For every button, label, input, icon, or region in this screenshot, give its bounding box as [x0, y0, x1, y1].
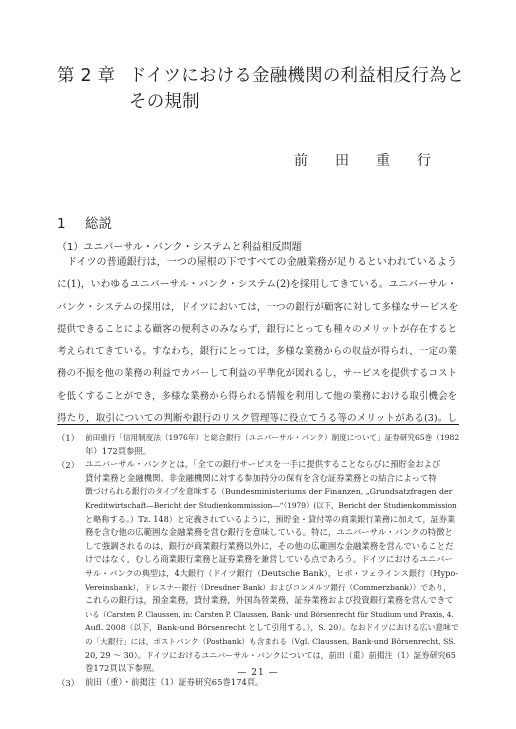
- chapter-heading: [57, 63, 477, 115]
- body-line: 務の不振を他の業務の利益でカバーして利益の平準化が図れるし，サービスを提供するコスト: [57, 368, 457, 380]
- footnote-line: 前田重行「信用制度法（1976年）と総合銀行（ユニバーサル・バンク）制度について」証券研究65巻（1982: [85, 433, 460, 442]
- body-line: 提供できることによる顧客の便利さのみならず，銀行にとっても種々のメリットが存在すると: [57, 323, 457, 335]
- footnote-marker: （2）: [57, 460, 80, 471]
- footnote-line: Aufl. 2008（以下，Bank-und Börsenrecht として引用する。），S. 20）。なおドイツにおける広い意味で: [85, 623, 459, 633]
- footnote-line: いる（Carsten P. Claussen, in: Carsten P. Claussen, Bank- und Börsenrecht für Studium und Praxis, 4.: [85, 609, 454, 619]
- footnote-line: 徴づけられる銀行のタイプを意味する（Bundesministeriums der Finanzen, „Grundsatzfragen der: [85, 487, 453, 497]
- body-line: に(1)，いわゆるユニバーサル・バンク・システム(2)を採用してきている。ユニバーサル・: [57, 279, 457, 291]
- body-line: ドイツの普通銀行は，一つの屋根の下ですべての金融業務が足りるといわれているよう: [67, 257, 457, 268]
- section-number: 1: [57, 216, 66, 232]
- footnote: [57, 431, 459, 458]
- footnote-marker: （3）: [57, 677, 80, 688]
- footnote-line: 前田（重）・前掲注（1）証券研究65巻174頁。: [85, 676, 264, 687]
- footnotes: [57, 431, 459, 690]
- author-name: 前田重行: [294, 153, 458, 169]
- footnote-line: 巻172頁以下参照。: [85, 663, 160, 674]
- footnote: [57, 458, 459, 676]
- chapter-title-line-2: その規制: [129, 92, 200, 112]
- subsection-heading: （1）ユニバーサル・バンク・システムと利益相反問題: [57, 242, 302, 253]
- body-line: 得たり，取引についての判断や銀行のリスク管理等に役立てうる等のメリットがある(3)。し: [57, 413, 457, 425]
- footnote-line: Kreditwirtschaft―Bericht der Studienkommission―“（1979）(以下，Bericht der Studienkommission: [85, 500, 457, 510]
- body-line: を低くすることができ，多様な業務から得られる情報を利用して他の業務における取引機会を: [57, 390, 457, 402]
- footnote-line: Vereinsbank），ドレスナー銀行（Dresdner Bank）およびコンメルツ銀行（Commerzbank））であり，: [85, 582, 451, 592]
- footnote-divider: [57, 424, 459, 425]
- footnote-line: けではなく，むしろ商業銀行業務と証券業務を兼営している点であろう。ドイツにおけるユニバー: [85, 554, 453, 565]
- section-heading: [57, 212, 112, 232]
- footnote-line: ユニバーサル・バンクとは，「全ての銀行サービスを一手に提供することならびに預貯金および: [85, 459, 441, 470]
- footnote-line: これらの銀行は，預金業務，貸付業務，外国為替業務，証券業務および投資銀行業務を営んできて: [85, 595, 454, 606]
- footnote-marker: （1）: [57, 433, 80, 443]
- body-line: バンク・システムの採用は，ドイツにおいては，一つの銀行が顧客に対して多様なサービスを: [57, 301, 459, 313]
- chapter-number: 第 2 章: [57, 66, 116, 86]
- footnote-line: して強調されるのは，銀行が商業銀行業務以外に，その他の広範囲な金融業務を営んでいることだ: [85, 540, 454, 551]
- footnote-line: 貸付業務と金融機関、非金融機関に対する参加持分の保有を含む証券業務との結合によって特: [85, 472, 437, 483]
- section-title: 総説: [85, 216, 112, 232]
- footnote-line: サル・バンクの典型は，4大銀行（ドイツ銀行（Deutsche Bank），ヒポ・フェラインス銀行（Hypo-: [85, 567, 459, 578]
- footnote-line: 年）172頁参照。: [85, 445, 152, 456]
- footnote-line: 務を含む他の広範囲な金融業務を営む銀行を意味している。特に，ユニバーサル・バンクの特徴と: [85, 527, 453, 538]
- body-line: 考えられてきている。すなわち，銀行にとっては，多様な業務からの収益が得られ，一定の業: [57, 346, 457, 358]
- page-number: — 21 —: [237, 668, 279, 678]
- footnote-line: の「大銀行」には，ポストバンク（Postbank）も含まれる（Vgl. Claussen, Bank-und Börsenrecht, SS.: [85, 636, 456, 646]
- body-paragraph: [57, 252, 457, 430]
- chapter-title-line-1: ドイツにおける金融機関の利益相反行為と: [129, 66, 465, 86]
- footnote-line: 20, 29 ～ 30）。ドイツにおけるユニバーサル・バンクについては，前田（重）前掲注（1）証券研究65: [85, 650, 456, 660]
- footnote-line: と略称する。）Tz. 148）と定義されているように，預貯金・貸付等の商業銀行業務に加えて，証券業: [85, 513, 456, 524]
